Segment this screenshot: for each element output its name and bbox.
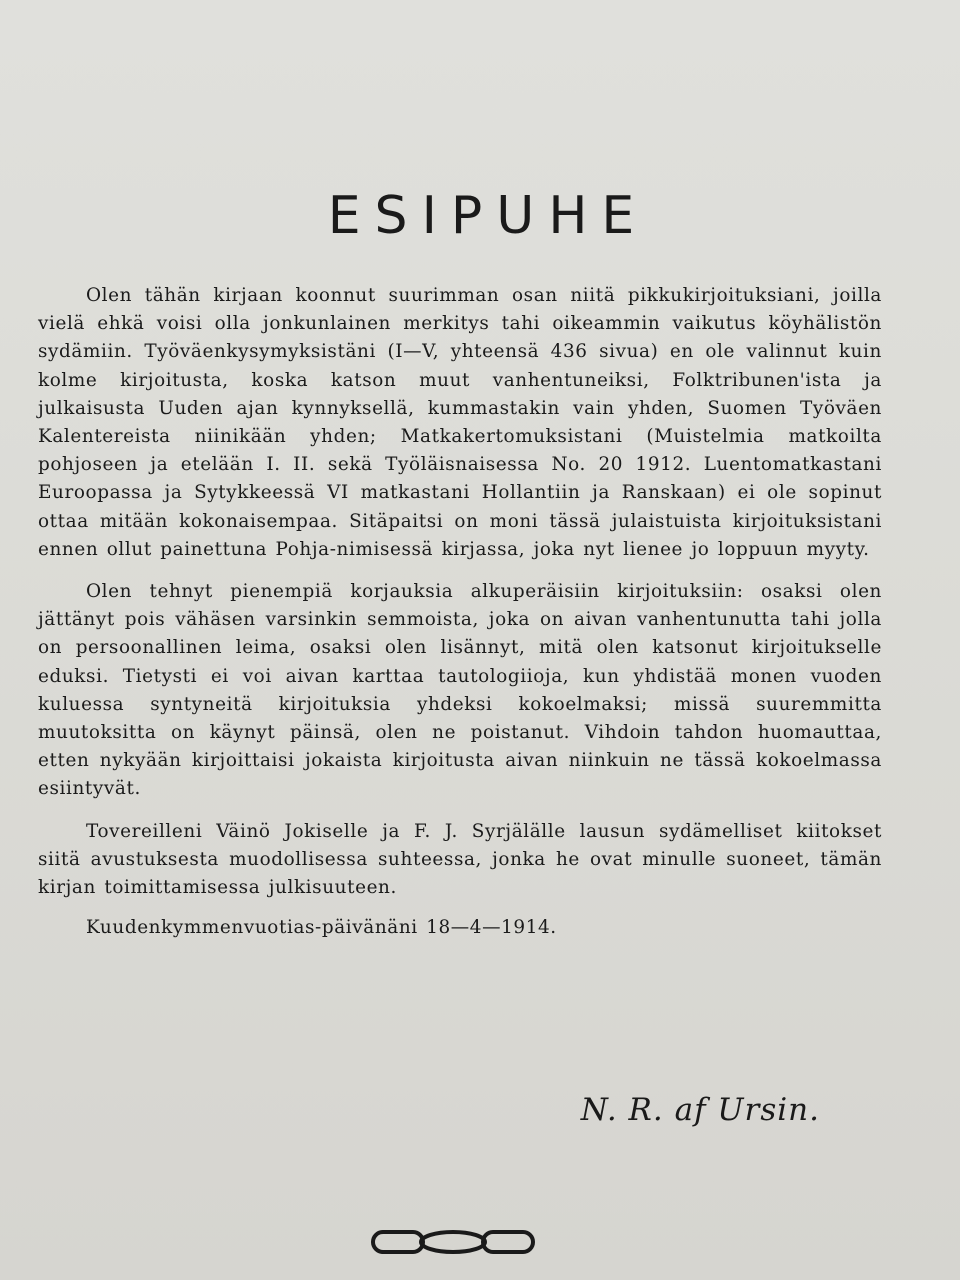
preface-body: [38, 282, 882, 942]
author-signature: N. R. af Ursin.: [580, 1092, 820, 1128]
paragraph-2: Olen tehnyt pienempiä korjauksia alkuperäisiin kirjoituksiin: osaksi olen jättänyt pois vähäsen varsinkin semmoista, joka on aivan vanhentunutta tahi jolla on persoonallinen leima, osaksi olen lisännyt, mitä olen katsonut kirjoitukselle eduksi. Tietysti ei voi aivan karttaa tautologiioja, kun yhdistää monen vuoden kuluessa syntyneitä kirjoituksia yhdeksi kokoelmaksi; missä suuremmitta muutoksitta on käynyt päinsä, olen ne poistanut. Vihdoin tahdon huomauttaa, etten nykyään kirjoittaisi jokaista kirjoitusta aivan niinkuin ne tässä kokoelmassa esiintyvät.: [38, 581, 882, 800]
paragraph-1: Olen tähän kirjaan koonnut suurimman osan niitä pikkukirjoituksiani, joilla vielä ehkä voisi olla jonkunlainen merkitys tahi oikeammin vaikutus köyhälistön sydämiin. Työväenkysymyksistäni (I—V, yhteensä 436 sivua) en ole valinnut kuin kolme kirjoitusta, koska katson muut vanhentuneiksi, Folktribunen'ista ja julkaisusta Uuden ajan kynnyksellä, kummastakin vain yhden, Suomen Työväen Kalentereista niinikään yhden; Matkakertomuksistani (Muistelmia matkoilta pohjoseen ja etelään I. II. sekä Työläisnaisessa No. 20 1912. Luentomatkastani Euroopassa ja Sytykkeessä VI matkastani Hollantiin ja Ranskaan) ei ole sopinut ottaa mitään kokonaisempaa. Sitäpaitsi on moni tässä julaistuista kirjoituksistani ennen ollut painettuna Pohja-nimisessä kirjassa, joka nyt lienee jo loppuun myyty.: [38, 285, 882, 560]
paragraph-3: Tovereilleni Väinö Jokiselle ja F. J. Syrjälälle lausun sydämelliset kiitokset siitä avustuksesta muodollisessa suhteessa, jonka he ovat minulle suoneet, tämän kirjan toimittamisessa julkisuuteen.: [38, 820, 882, 899]
chain-link-ornament-icon: [370, 1228, 536, 1256]
date-line: Kuudenkymmenvuotias-päivänäni 18—4—1914.: [86, 917, 557, 939]
page-title: ESIPUHE: [327, 186, 649, 246]
